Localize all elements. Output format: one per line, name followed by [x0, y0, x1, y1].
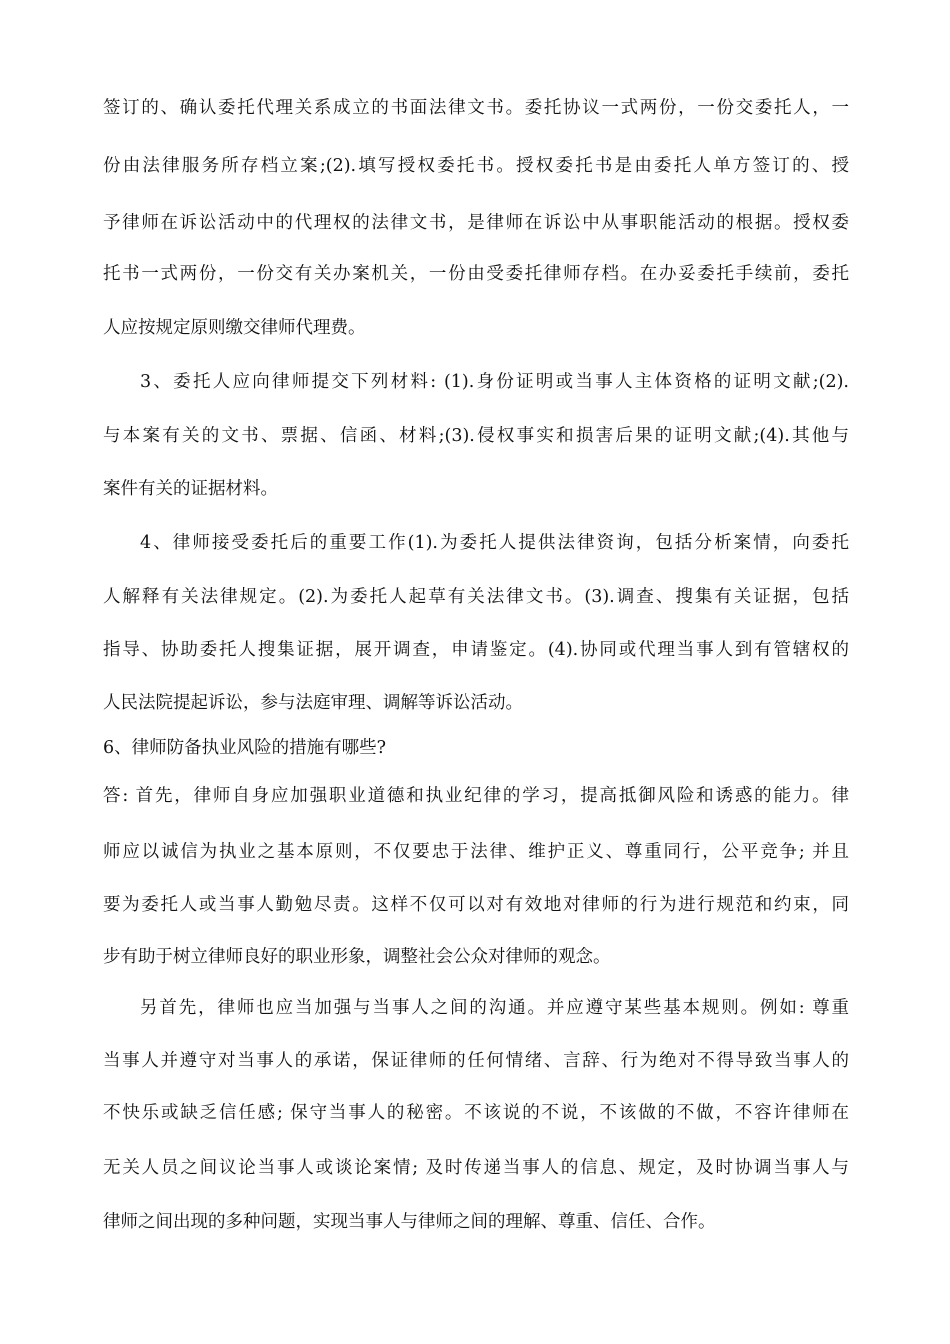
- text-line: 托书一式两份，一份交有关办案机关，一份由受委托律师存档。在办妥委托手续前，委托: [103, 264, 849, 284]
- text-line: 无关人员之间议论当事人或谈论案情; 及时传递当事人的信息、规定，及时协调当事人与: [103, 1158, 849, 1178]
- text-line: 人民法院提起诉讼，参与法庭审理、调解等诉讼活动。: [103, 693, 523, 713]
- text-line: 份由法律服务所存档立案;(2).填写授权委托书。授权委托书是由委托人单方签订的、授: [103, 156, 849, 176]
- text-line: 人应按规定原则缴交律师代理费。: [103, 318, 366, 338]
- text-line: 予律师在诉讼活动中的代理权的法律文书，是律师在诉讼中从事职能活动的根据。授权委: [103, 213, 849, 233]
- question-heading: 6、律师防备执业风险的措施有哪些?: [103, 738, 387, 758]
- text-line: 人解释有关法律规定。(2).为委托人起草有关法律文书。(3).调查、搜集有关证据，包括: [103, 587, 849, 607]
- text-line: 师应以诚信为执业之基本原则，不仅要忠于法律、维护正义、尊重同行，公平竞争; 并且: [103, 842, 849, 862]
- text-line: 签订的、确认委托代理关系成立的书面法律文书。委托协议一式两份，一份交委托人，一: [103, 98, 849, 118]
- text-line: 要为委托人或当事人勤勉尽责。这样不仅可以对有效地对律师的行为进行规范和约束，同: [103, 895, 849, 915]
- text-line: 答: 首先，律师自身应加强职业道德和执业纪律的学习，提高抵御风险和诱惑的能力。律: [103, 786, 849, 806]
- text-line: 律师之间出现的多种问题，实现当事人与律师之间的理解、尊重、信任、合作。: [103, 1212, 716, 1232]
- text-line: 不快乐或缺乏信任感; 保守当事人的秘密。不该说的不说，不该做的不做，不容许律师在: [103, 1103, 849, 1123]
- text-line: 与本案有关的文书、票据、信函、材料;(3).侵权事实和损害后果的证明文献;(4).其他与: [103, 426, 849, 446]
- text-line: 当事人并遵守对当事人的承诺，保证律师的任何情绪、言辞、行为绝对不得导致当事人的: [103, 1051, 849, 1071]
- text-line: 指导、协助委托人搜集证据，展开调查，申请鉴定。(4).协同或代理当事人到有管辖权的: [103, 640, 849, 660]
- text-line: 4、律师接受委托后的重要工作(1).为委托人提供法律资询，包括分析案情，向委托: [140, 533, 849, 553]
- text-line: 案件有关的证据材料。: [103, 479, 278, 499]
- text-line: 另首先，律师也应当加强与当事人之间的沟通。并应遵守某些基本规则。例如: 尊重: [140, 998, 849, 1018]
- text-line: 3、委托人应向律师提交下列材料: (1).身份证明或当事人主体资格的证明文献;(2).: [140, 372, 849, 392]
- text-line: 步有助于树立律师良好的职业形象，调整社会公众对律师的观念。: [103, 947, 611, 967]
